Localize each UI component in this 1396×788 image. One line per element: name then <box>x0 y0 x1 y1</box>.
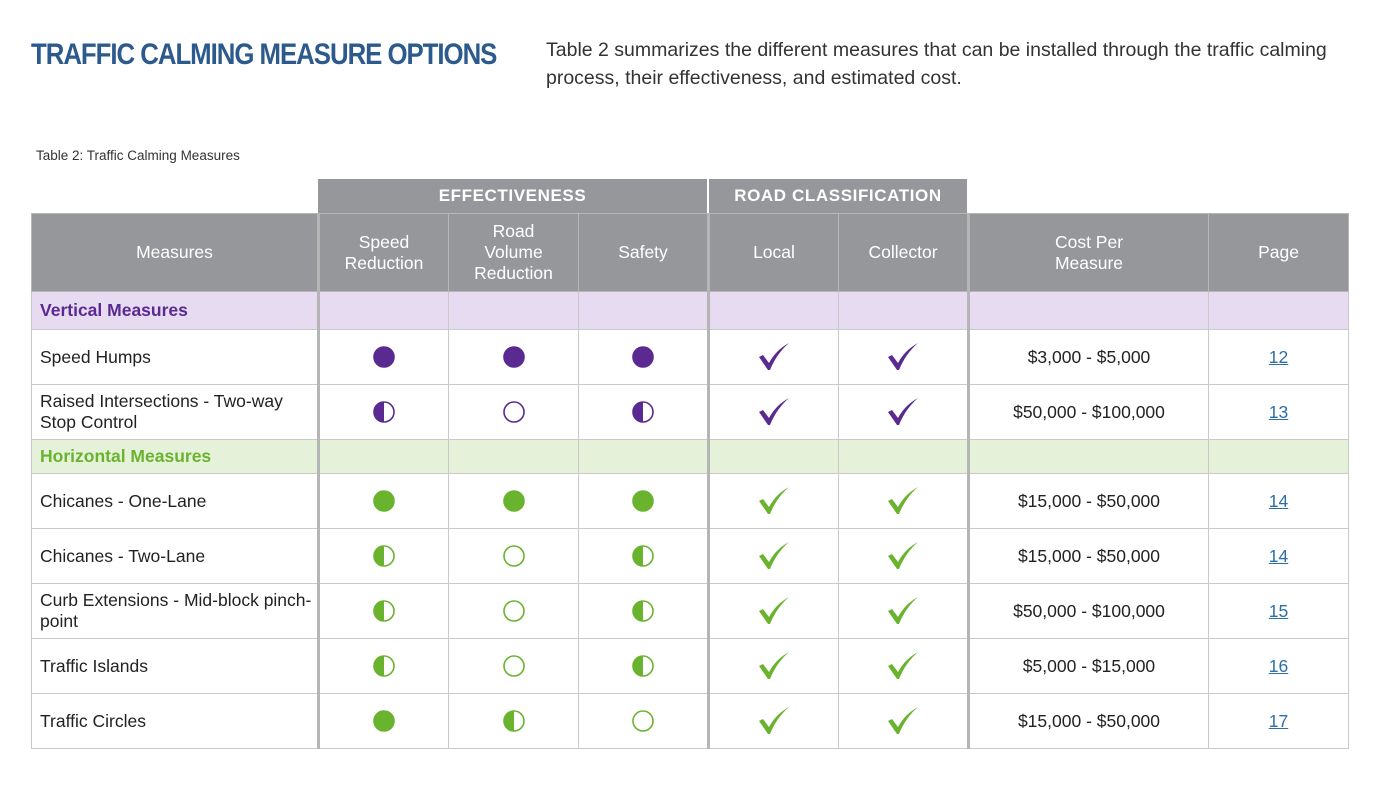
section-filler-cell <box>319 440 449 474</box>
section-filler-cell <box>709 440 839 474</box>
half-circle-icon <box>631 654 655 678</box>
table-row <box>32 584 1349 639</box>
checkmark-icon <box>886 706 920 736</box>
section-filler-cell <box>969 292 1209 330</box>
page-link[interactable]: 15 <box>1268 600 1289 621</box>
section-filler-cell <box>839 292 969 330</box>
speed-rating-cell <box>319 474 449 529</box>
col-cost <box>969 214 1209 292</box>
full-circle-icon <box>631 489 655 513</box>
section-row <box>32 440 1349 474</box>
traffic-calming-table <box>31 213 1349 749</box>
table-row <box>32 694 1349 749</box>
page-link[interactable]: 12 <box>1268 346 1289 367</box>
col-volume-label: Road Volume Reduction <box>474 221 553 283</box>
half-circle-icon <box>631 400 655 424</box>
table-row <box>32 474 1349 529</box>
col-local: Local <box>709 214 839 292</box>
collector-cell <box>839 639 969 694</box>
col-measures: Measures <box>32 214 319 292</box>
page-cell <box>1209 694 1349 749</box>
safety-rating-cell <box>579 529 709 584</box>
table-caption: Table 2: Traffic Calming Measures <box>36 148 240 163</box>
page-link[interactable]: 17 <box>1268 710 1289 731</box>
collector-cell <box>839 584 969 639</box>
page-heading: TRAFFIC CALMING MEASURE OPTIONS <box>31 38 497 71</box>
safety-rating-cell <box>579 584 709 639</box>
checkmark-icon <box>886 651 920 681</box>
road-classification-group-header: ROAD CLASSIFICATION <box>709 179 967 213</box>
empty-circle-icon <box>502 400 526 424</box>
section-filler-cell <box>579 440 709 474</box>
checkmark-icon <box>886 596 920 626</box>
empty-circle-icon <box>502 654 526 678</box>
section-row <box>32 292 1349 330</box>
full-circle-icon <box>372 345 396 369</box>
volume-rating-cell <box>449 694 579 749</box>
page-cell <box>1209 529 1349 584</box>
half-circle-icon <box>502 709 526 733</box>
section-filler-cell <box>1209 440 1349 474</box>
checkmark-icon <box>757 486 791 516</box>
measure-name: Chicanes - One-Lane <box>32 474 319 529</box>
speed-rating-cell <box>319 330 449 385</box>
safety-rating-cell <box>579 385 709 440</box>
collector-cell <box>839 385 969 440</box>
local-cell <box>709 529 839 584</box>
section-title: Horizontal Measures <box>32 440 319 474</box>
measure-name: Curb Extensions - Mid-block pinch-point <box>32 584 319 639</box>
checkmark-icon <box>757 596 791 626</box>
table-row <box>32 385 1349 440</box>
section-filler-cell <box>579 292 709 330</box>
col-speed-reduction <box>319 214 449 292</box>
section-filler-cell <box>969 440 1209 474</box>
collector-cell <box>839 529 969 584</box>
col-volume-reduction <box>449 214 579 292</box>
checkmark-icon <box>886 397 920 427</box>
volume-rating-cell <box>449 330 579 385</box>
effectiveness-group-header: EFFECTIVENESS <box>318 179 707 213</box>
full-circle-icon <box>502 345 526 369</box>
section-title: Vertical Measures <box>32 292 319 330</box>
measure-name: Traffic Circles <box>32 694 319 749</box>
full-circle-icon <box>502 489 526 513</box>
measure-name: Chicanes - Two-Lane <box>32 529 319 584</box>
volume-rating-cell <box>449 584 579 639</box>
page-cell <box>1209 584 1349 639</box>
collector-cell <box>839 474 969 529</box>
section-filler-cell <box>449 440 579 474</box>
collector-cell <box>839 330 969 385</box>
checkmark-icon <box>886 342 920 372</box>
cost-cell: $50,000 - $100,000 <box>969 584 1209 639</box>
checkmark-icon <box>886 541 920 571</box>
volume-rating-cell <box>449 474 579 529</box>
volume-rating-cell <box>449 639 579 694</box>
column-header-row <box>32 214 1349 292</box>
col-page: Page <box>1209 214 1349 292</box>
safety-rating-cell <box>579 639 709 694</box>
half-circle-icon <box>372 400 396 424</box>
cost-cell: $50,000 - $100,000 <box>969 385 1209 440</box>
page-cell <box>1209 639 1349 694</box>
collector-cell <box>839 694 969 749</box>
col-cost-label: Cost Per Measure <box>1054 231 1124 273</box>
full-circle-icon <box>372 489 396 513</box>
table-row <box>32 639 1349 694</box>
full-circle-icon <box>372 709 396 733</box>
half-circle-icon <box>631 599 655 623</box>
section-filler-cell <box>839 440 969 474</box>
measure-name: Traffic Islands <box>32 639 319 694</box>
speed-rating-cell <box>319 584 449 639</box>
cost-cell: $15,000 - $50,000 <box>969 474 1209 529</box>
empty-circle-icon <box>502 599 526 623</box>
checkmark-icon <box>757 651 791 681</box>
table-body <box>32 292 1349 749</box>
page-link[interactable]: 14 <box>1268 545 1289 566</box>
page-link[interactable]: 16 <box>1268 655 1289 676</box>
measure-name: Speed Humps <box>32 330 319 385</box>
page-link[interactable]: 14 <box>1268 490 1289 511</box>
empty-circle-icon <box>631 709 655 733</box>
cost-cell: $15,000 - $50,000 <box>969 529 1209 584</box>
half-circle-icon <box>631 544 655 568</box>
speed-rating-cell <box>319 639 449 694</box>
local-cell <box>709 385 839 440</box>
section-filler-cell <box>319 292 449 330</box>
measure-name: Raised Intersections - Two-way Stop Control <box>32 385 319 440</box>
local-cell <box>709 639 839 694</box>
half-circle-icon <box>372 654 396 678</box>
local-cell <box>709 694 839 749</box>
local-cell <box>709 584 839 639</box>
intro-paragraph: Table 2 summarizes the different measures that can be installed through the traffic calming process, their effectiveness, and estimated cost. <box>546 39 1327 89</box>
col-collector: Collector <box>839 214 969 292</box>
volume-rating-cell <box>449 385 579 440</box>
safety-rating-cell <box>579 474 709 529</box>
full-circle-icon <box>631 345 655 369</box>
page-cell <box>1209 474 1349 529</box>
section-filler-cell <box>709 292 839 330</box>
cost-cell: $5,000 - $15,000 <box>969 639 1209 694</box>
table-row <box>32 330 1349 385</box>
page-cell <box>1209 330 1349 385</box>
col-safety: Safety <box>579 214 709 292</box>
section-filler-cell <box>449 292 579 330</box>
half-circle-icon <box>372 599 396 623</box>
checkmark-icon <box>757 541 791 571</box>
volume-rating-cell <box>449 529 579 584</box>
checkmark-icon <box>886 486 920 516</box>
half-circle-icon <box>372 544 396 568</box>
cost-cell: $15,000 - $50,000 <box>969 694 1209 749</box>
table-row <box>32 529 1349 584</box>
speed-rating-cell <box>319 529 449 584</box>
page-cell <box>1209 385 1349 440</box>
section-filler-cell <box>1209 292 1349 330</box>
speed-rating-cell <box>319 385 449 440</box>
safety-rating-cell <box>579 694 709 749</box>
local-cell <box>709 330 839 385</box>
checkmark-icon <box>757 397 791 427</box>
checkmark-icon <box>757 706 791 736</box>
local-cell <box>709 474 839 529</box>
col-speed-label: Speed Reduction <box>344 231 424 273</box>
checkmark-icon <box>757 342 791 372</box>
page-link[interactable]: 13 <box>1268 401 1289 422</box>
safety-rating-cell <box>579 330 709 385</box>
cost-cell: $3,000 - $5,000 <box>969 330 1209 385</box>
speed-rating-cell <box>319 694 449 749</box>
empty-circle-icon <box>502 544 526 568</box>
